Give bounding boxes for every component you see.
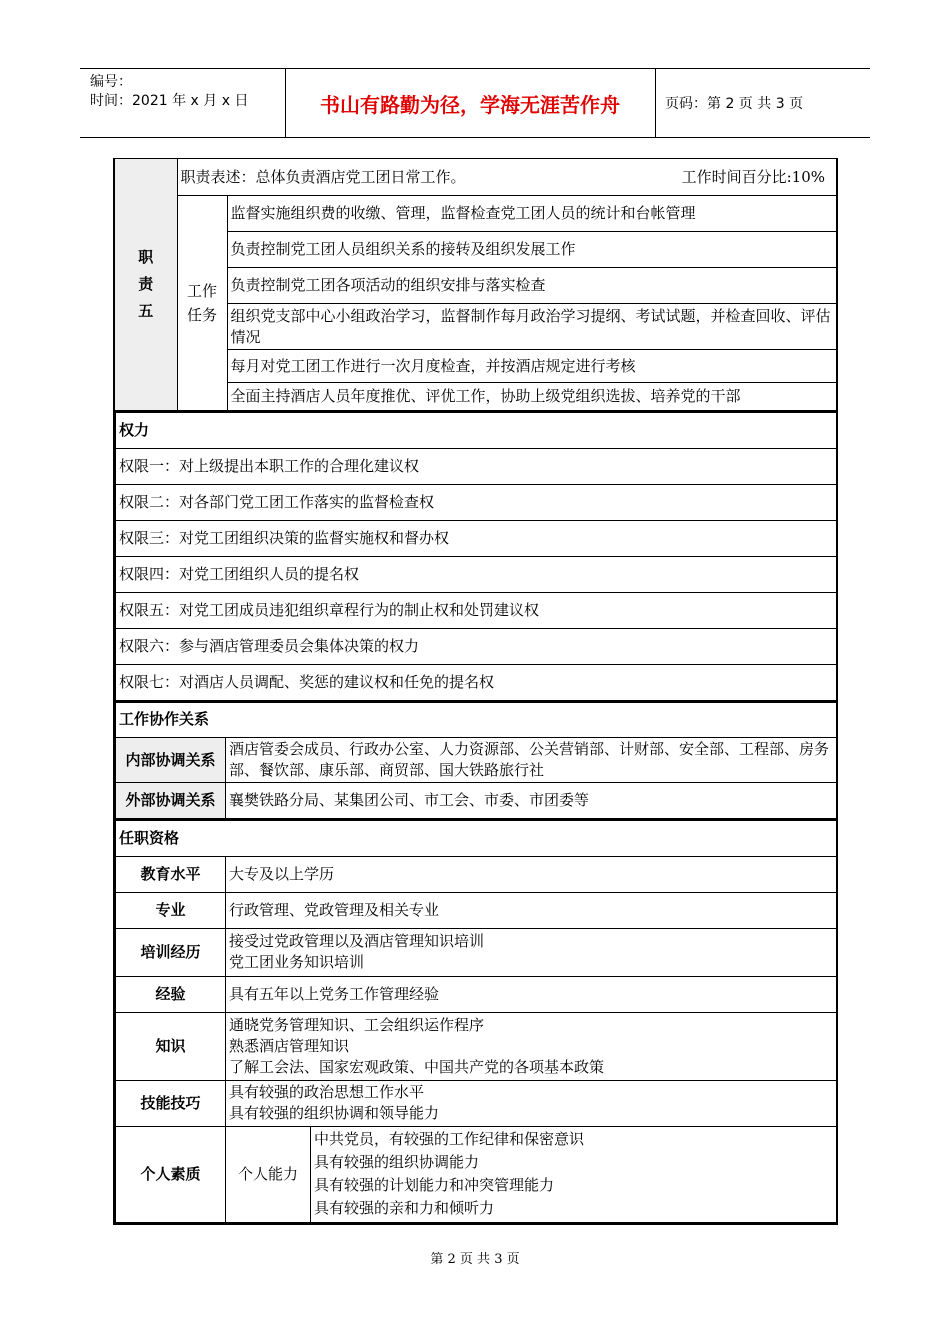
duty-five-table [115,158,837,411]
relations-title: 工作协作关系 [116,702,837,738]
knowledge-line: 了解工会法、国家宏观政策、中国共产党的各项基本政策 [229,1057,605,1076]
authority-item: 权限六：参与酒店管理委员会集体决策的权力 [116,628,837,664]
page-footer: 第 2 页 共 3 页 [430,1252,520,1267]
personal-quality-label: 个人素质 [116,1126,226,1222]
ability-line: 具有较强的计划能力和冲突管理能力 [314,1176,555,1194]
ability-line: 具有较强的亲和力和倾听力 [314,1199,495,1217]
duty-five-label [115,159,177,411]
task-item: 监督实施组织费的收缴、管理，监督检查党工团人员的统计和台帐管理 [227,196,837,232]
knowledge-line: 通晓党务管理知识、工会组织运作程序 [229,1015,485,1034]
authority-title: 权力 [116,412,837,448]
training-label: 培训经历 [116,928,226,976]
duty-statement-row [177,159,837,196]
header-divider [655,69,656,137]
training-value [226,928,837,976]
authority-item: 权限四：对党工团组织人员的提名权 [116,556,837,592]
authority-item: 权限七：对酒店人员调配、奖惩的建议权和任免的提名权 [116,664,837,700]
internal-relations-label: 内部协调关系 [116,738,226,783]
external-relations-label: 外部协调关系 [116,783,226,819]
header-page-label: 页码：第 2 页 共 3 页 [665,96,804,112]
internal-relations-value: 酒店管委会成员、行政办公室、人力资源部、公关营销部、计财部、安全部、工程部、房务部、餐饮部、康乐部、商贸部、国大铁路旅行社 [226,738,837,783]
task-label [177,196,227,411]
header-meta [90,73,248,111]
ability-line: 具有较强的组织协调能力 [314,1153,480,1171]
task-item: 负责控制党工团人员组织关系的接转及组织发展工作 [227,232,837,268]
task-item: 每月对党工团工作进行一次月度检查，并按酒店规定进行考核 [227,350,837,383]
skills-label: 技能技巧 [116,1080,226,1126]
authority-table [115,411,837,701]
qualifications-table [115,819,837,1223]
education-value: 大专及以上学历 [226,856,837,892]
job-description-table [113,158,838,1225]
number-label: 编号： [90,74,132,90]
knowledge-label: 知识 [116,1012,226,1080]
ability-line: 中共党员，有较强的工作纪律和保密意识 [314,1130,585,1148]
authority-item: 权限二：对各部门党工团工作落实的监督检查权 [116,484,837,520]
duty-label-char: 责 [138,275,154,293]
authority-item: 权限三：对党工团组织决策的监督实施权和督办权 [116,520,837,556]
training-line: 接受过党政管理以及酒店管理知识培训 [229,932,485,950]
experience-value: 具有五年以上党务工作管理经验 [226,976,837,1012]
knowledge-value [226,1012,837,1080]
major-label: 专业 [116,892,226,928]
authority-item: 权限一：对上级提出本职工作的合理化建议权 [116,448,837,484]
ability-label: 个人能力 [226,1126,311,1222]
duty-label-char: 五 [138,302,154,320]
task-label-text: 任务 [186,306,217,324]
ability-value [311,1126,837,1222]
task-item: 组织党支部中心小组政治学习，监督制作每月政治学习提纲、考试试题，并检查回收、评估情况 [227,304,837,350]
header-motto: 书山有路勤为径，学海无涯苦作舟 [320,92,620,117]
major-value: 行政管理、党政管理及相关专业 [226,892,837,928]
qualifications-title: 任职资格 [116,820,837,856]
skills-line: 具有较强的组织协调和领导能力 [229,1104,440,1122]
duty-label-char: 职 [138,248,154,266]
relations-table [115,701,837,820]
skills-value [226,1080,837,1126]
page-header [80,68,870,138]
task-item: 全面主持酒店人员年度推优、评优工作，协助上级党组织选拔、培养党的干部 [227,383,837,411]
experience-label: 经验 [116,976,226,1012]
education-label: 教育水平 [116,856,226,892]
date-label: 时间：2021 年 x 月 x 日 [90,93,249,109]
knowledge-line: 熟悉酒店管理知识 [229,1036,350,1055]
authority-item: 权限五：对党工团成员违犯组织章程行为的制止权和处罚建议权 [116,592,837,628]
skills-line: 具有较强的政治思想工作水平 [229,1083,425,1101]
task-label-text: 工作 [186,282,217,300]
duty-statement: 职责表述：总体负责酒店党工团日常工作。 [180,167,466,186]
training-line: 党工团业务知识培训 [229,953,365,971]
task-item: 负责控制党工团各项活动的组织安排与落实检查 [227,268,837,304]
external-relations-value: 襄樊铁路分局、某集团公司、市工会、市委、市团委等 [226,783,837,819]
time-percent: 工作时间百分比:10% [681,167,825,186]
